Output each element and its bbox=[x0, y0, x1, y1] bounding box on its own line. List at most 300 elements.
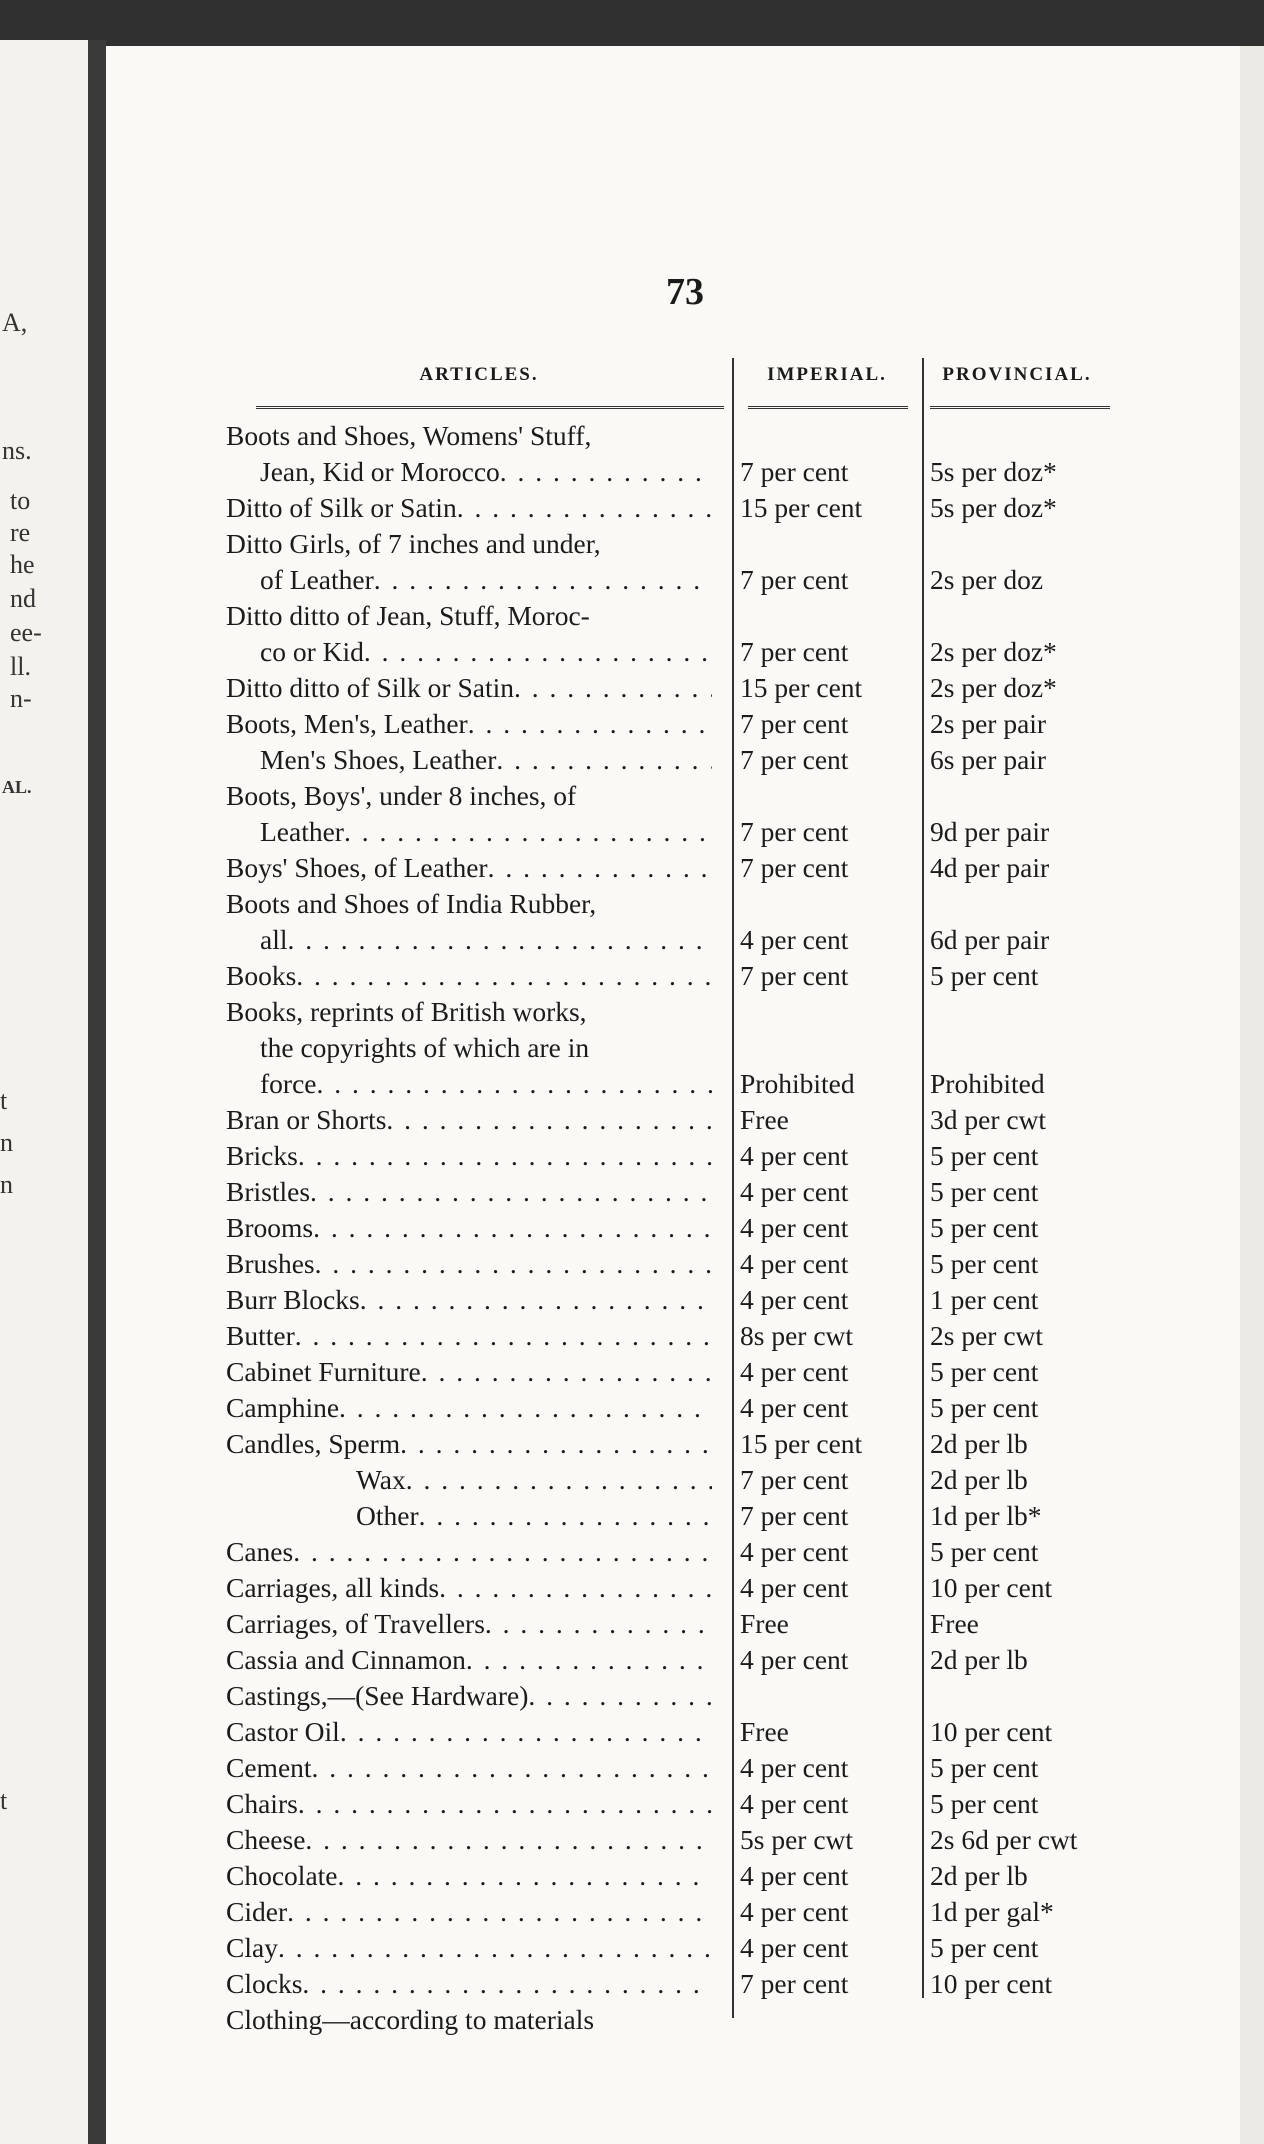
article-line bbox=[226, 1246, 712, 1282]
leader-dots bbox=[310, 1174, 712, 1210]
article-text: Camphine bbox=[226, 1392, 340, 1423]
facing-page-fragment: ll. bbox=[10, 652, 31, 681]
article-line bbox=[226, 886, 712, 922]
article-line bbox=[226, 418, 712, 454]
imperial-duty-cell: 4 per cent bbox=[740, 1896, 849, 1927]
article-cell bbox=[226, 670, 732, 706]
facing-page-fragment: re bbox=[10, 518, 31, 547]
article-line bbox=[226, 1318, 712, 1354]
article-line bbox=[226, 1642, 712, 1678]
leader-dots bbox=[340, 1714, 712, 1750]
article-cell bbox=[226, 958, 732, 994]
leader-dots bbox=[419, 1498, 712, 1534]
article-line bbox=[226, 778, 712, 814]
imperial-duty-cell: 4 per cent bbox=[740, 1356, 849, 1387]
article-text: Bran or Shorts bbox=[226, 1104, 387, 1135]
article-cell bbox=[226, 1354, 732, 1390]
article-text: Canes bbox=[226, 1536, 294, 1567]
article-text: Clothing—according to materials bbox=[226, 2004, 595, 2035]
table-row bbox=[226, 526, 1146, 598]
article-cell bbox=[226, 598, 732, 670]
imperial-duty-cell: 7 per cent bbox=[740, 852, 849, 883]
imperial-duty-cell: 15 per cent bbox=[740, 672, 863, 703]
imperial-duty-cell: 4 per cent bbox=[740, 1788, 849, 1819]
table-row bbox=[226, 1786, 1146, 1822]
article-text: Butter bbox=[226, 1320, 295, 1351]
article-cell bbox=[226, 1786, 732, 1822]
leader-dots bbox=[514, 670, 712, 706]
article-cell bbox=[226, 418, 732, 490]
table-row bbox=[226, 1462, 1146, 1498]
article-line bbox=[226, 670, 712, 706]
article-line bbox=[226, 1138, 712, 1174]
facing-page-fragment: t bbox=[0, 1786, 8, 1815]
table-row bbox=[226, 1930, 1146, 1966]
article-text: Boots and Shoes of India Rubber, bbox=[226, 888, 597, 919]
imperial-duty-cell: 4 per cent bbox=[740, 1536, 849, 1567]
leader-dots bbox=[421, 1354, 712, 1390]
article-line bbox=[226, 1930, 712, 1966]
article-cell bbox=[226, 1966, 732, 2002]
leader-dots bbox=[287, 1894, 712, 1930]
header-rule-articles bbox=[256, 406, 724, 409]
article-cell bbox=[226, 1534, 732, 1570]
article-text: Boots, Men's, Leather bbox=[226, 708, 468, 739]
imperial-duty-cell: Prohibited bbox=[740, 1068, 855, 1099]
tariff-table bbox=[226, 346, 1146, 2038]
article-line bbox=[226, 1858, 712, 1894]
provincial-duty-cell: 2d per lb bbox=[930, 1644, 1028, 1675]
table-row bbox=[226, 1642, 1146, 1678]
article-line bbox=[226, 1714, 712, 1750]
imperial-duty-cell: 4 per cent bbox=[740, 924, 849, 955]
article-line bbox=[226, 1030, 712, 1066]
article-line bbox=[226, 598, 712, 634]
facing-page-fragment: ee- bbox=[10, 618, 42, 647]
facing-page-fragment: A, bbox=[2, 308, 28, 337]
provincial-duty-cell: Free bbox=[930, 1608, 979, 1639]
leader-dots bbox=[360, 1282, 712, 1318]
provincial-duty-cell: 5 per cent bbox=[930, 1752, 1039, 1783]
table-row bbox=[226, 958, 1146, 994]
leader-dots bbox=[312, 1750, 712, 1786]
provincial-duty-cell: 5 per cent bbox=[930, 1140, 1039, 1171]
imperial-duty-cell: 4 per cent bbox=[740, 1392, 849, 1423]
header-articles: ARTICLES. bbox=[419, 364, 539, 385]
article-text: Castor Oil bbox=[226, 1716, 340, 1747]
article-cell bbox=[226, 490, 732, 526]
provincial-duty-cell: 10 per cent bbox=[930, 1968, 1053, 1999]
article-line bbox=[226, 1426, 712, 1462]
article-text: Jean, Kid or Morocco bbox=[260, 456, 500, 487]
table-row bbox=[226, 1678, 1146, 1714]
provincial-duty-cell: 4d per pair bbox=[930, 852, 1050, 883]
table-row bbox=[226, 1246, 1146, 1282]
facing-page-fragment: he bbox=[10, 550, 35, 579]
article-text: Ditto of Silk or Satin bbox=[226, 492, 457, 523]
provincial-duty-cell: 10 per cent bbox=[930, 1716, 1053, 1747]
leader-dots bbox=[386, 1102, 712, 1138]
table-row bbox=[226, 1210, 1146, 1246]
table-row bbox=[226, 1894, 1146, 1930]
article-cell bbox=[226, 1426, 732, 1462]
article-line bbox=[226, 1354, 712, 1390]
article-cell bbox=[226, 1174, 732, 1210]
imperial-duty-cell: 15 per cent bbox=[740, 492, 863, 523]
imperial-duty-cell: 7 per cent bbox=[740, 1464, 849, 1495]
provincial-duty-cell: 1d per gal* bbox=[930, 1896, 1054, 1927]
imperial-duty-cell: Free bbox=[740, 1716, 789, 1747]
leader-dots bbox=[439, 1570, 712, 1606]
article-cell bbox=[226, 706, 732, 742]
provincial-duty-cell: 2s per doz* bbox=[930, 636, 1057, 667]
provincial-duty-cell: 5 per cent bbox=[930, 1932, 1039, 1963]
table-row bbox=[226, 1138, 1146, 1174]
table-row bbox=[226, 1282, 1146, 1318]
article-text: of Leather bbox=[260, 564, 374, 595]
facing-page-fragment: AL. bbox=[2, 777, 32, 797]
provincial-duty-cell: Prohibited bbox=[930, 1068, 1045, 1099]
provincial-duty-cell: 5 per cent bbox=[930, 1212, 1039, 1243]
provincial-duty-cell: 5 per cent bbox=[930, 960, 1039, 991]
article-line bbox=[226, 1066, 712, 1102]
provincial-duty-cell: 5 per cent bbox=[930, 1356, 1039, 1387]
article-line bbox=[226, 1570, 712, 1606]
article-cell bbox=[226, 1858, 732, 1894]
facing-page-fragment: nd bbox=[10, 584, 36, 613]
article-line bbox=[226, 922, 712, 958]
leader-dots bbox=[400, 1426, 712, 1462]
article-line bbox=[226, 1786, 712, 1822]
leader-dots bbox=[344, 814, 712, 850]
imperial-duty-cell: 4 per cent bbox=[740, 1860, 849, 1891]
imperial-duty-cell: 4 per cent bbox=[740, 1140, 849, 1171]
article-text: Chocolate bbox=[226, 1860, 338, 1891]
imperial-duty-cell: 4 per cent bbox=[740, 1572, 849, 1603]
article-cell bbox=[226, 1498, 732, 1534]
article-cell bbox=[226, 886, 732, 958]
article-cell bbox=[226, 1678, 732, 1714]
article-cell bbox=[226, 1246, 732, 1282]
leader-dots bbox=[457, 490, 712, 526]
table-row bbox=[226, 1174, 1146, 1210]
leader-dots bbox=[316, 1066, 712, 1102]
provincial-duty-cell: 5 per cent bbox=[930, 1536, 1039, 1567]
imperial-duty-cell: 4 per cent bbox=[740, 1752, 849, 1783]
imperial-duty-cell: 7 per cent bbox=[740, 564, 849, 595]
provincial-duty-cell: 2s 6d per cwt bbox=[930, 1824, 1078, 1855]
facing-page-fragment: ns. bbox=[2, 436, 32, 465]
imperial-duty-cell: 8s per cwt bbox=[740, 1320, 854, 1351]
leader-dots bbox=[315, 1246, 712, 1282]
imperial-duty-cell: 15 per cent bbox=[740, 1428, 863, 1459]
leader-dots bbox=[298, 1786, 712, 1822]
provincial-duty-cell: 6d per pair bbox=[930, 924, 1050, 955]
imperial-duty-cell: 7 per cent bbox=[740, 1500, 849, 1531]
article-cell bbox=[226, 994, 732, 1102]
table-row bbox=[226, 1498, 1146, 1534]
article-line bbox=[226, 1498, 712, 1534]
article-line bbox=[226, 454, 712, 490]
table-row bbox=[226, 1570, 1146, 1606]
article-line bbox=[226, 706, 712, 742]
article-text: force bbox=[260, 1068, 317, 1099]
imperial-duty-cell: 4 per cent bbox=[740, 1932, 849, 1963]
leader-dots bbox=[296, 958, 712, 994]
imperial-duty-cell: 4 per cent bbox=[740, 1644, 849, 1675]
provincial-duty-cell: 2s per doz* bbox=[930, 672, 1057, 703]
imperial-duty-cell: 7 per cent bbox=[740, 816, 849, 847]
article-line bbox=[226, 490, 712, 526]
article-cell bbox=[226, 1318, 732, 1354]
article-text: co or Kid bbox=[260, 636, 364, 667]
article-line bbox=[226, 1822, 712, 1858]
article-cell bbox=[226, 1714, 732, 1750]
article-cell bbox=[226, 1642, 732, 1678]
provincial-duty-cell: 2d per lb bbox=[930, 1464, 1028, 1495]
article-text: Men's Shoes, Leather bbox=[260, 744, 497, 775]
leader-dots bbox=[496, 742, 712, 778]
article-cell bbox=[226, 850, 732, 886]
table-row bbox=[226, 1966, 1146, 2002]
article-line bbox=[226, 1210, 712, 1246]
imperial-duty-cell: 4 per cent bbox=[740, 1284, 849, 1315]
article-text: Ditto Girls, of 7 inches and under, bbox=[226, 528, 601, 559]
article-text: Carriages, all kinds bbox=[226, 1572, 440, 1603]
facing-page-fragment: t bbox=[0, 1086, 8, 1115]
leader-dots bbox=[468, 706, 712, 742]
article-text: Candles, Sperm bbox=[226, 1428, 401, 1459]
table-row bbox=[226, 1318, 1146, 1354]
leader-dots bbox=[488, 850, 712, 886]
facing-page-fragment: n- bbox=[10, 684, 32, 713]
article-line bbox=[226, 1678, 712, 1714]
article-cell bbox=[226, 526, 732, 598]
provincial-duty-cell: 1 per cent bbox=[930, 1284, 1039, 1315]
article-cell bbox=[226, 1606, 732, 1642]
table-row bbox=[226, 1822, 1146, 1858]
article-text: Wax bbox=[356, 1464, 406, 1495]
article-text: Boots, Boys', under 8 inches, of bbox=[226, 780, 577, 811]
imperial-duty-cell: 7 per cent bbox=[740, 1968, 849, 1999]
leader-dots bbox=[295, 1318, 712, 1354]
article-text: Cheese bbox=[226, 1824, 306, 1855]
scan-top-band bbox=[0, 0, 1264, 50]
article-cell bbox=[226, 2002, 732, 2038]
article-text: Clocks bbox=[226, 1968, 303, 1999]
table-row bbox=[226, 1534, 1146, 1570]
provincial-duty-cell: 5s per doz* bbox=[930, 492, 1057, 523]
article-text: all bbox=[260, 924, 288, 955]
article-text: Castings,—(See Hardware) bbox=[226, 1680, 529, 1711]
imperial-duty-cell: 4 per cent bbox=[740, 1176, 849, 1207]
article-text: Cassia and Cinnamon bbox=[226, 1644, 466, 1675]
imperial-duty-cell: 7 per cent bbox=[740, 456, 849, 487]
article-cell bbox=[226, 1822, 732, 1858]
article-line bbox=[226, 850, 712, 886]
table-row bbox=[226, 1426, 1146, 1462]
article-text: Cabinet Furniture bbox=[226, 1356, 421, 1387]
article-text: Carriages, of Travellers bbox=[226, 1608, 485, 1639]
article-text: Boots and Shoes, Womens' Stuff, bbox=[226, 420, 592, 451]
article-line bbox=[226, 1282, 712, 1318]
provincial-duty-cell: 2s per doz bbox=[930, 564, 1044, 595]
table-row bbox=[226, 2002, 1146, 2038]
provincial-duty-cell: 2d per lb bbox=[930, 1860, 1028, 1891]
article-line bbox=[226, 1102, 712, 1138]
article-line bbox=[226, 562, 712, 598]
leader-dots bbox=[528, 1678, 712, 1714]
column-rule-provincial bbox=[922, 358, 924, 1998]
table-body bbox=[226, 418, 1146, 2038]
table-row bbox=[226, 1390, 1146, 1426]
article-cell bbox=[226, 1894, 732, 1930]
facing-page-edge bbox=[0, 40, 100, 2144]
article-line bbox=[226, 742, 712, 778]
table-row bbox=[226, 1714, 1146, 1750]
imperial-duty-cell: 7 per cent bbox=[740, 960, 849, 991]
leader-dots bbox=[305, 1822, 712, 1858]
imperial-duty-cell: 7 per cent bbox=[740, 744, 849, 775]
leader-dots bbox=[313, 1210, 712, 1246]
provincial-duty-cell: 10 per cent bbox=[930, 1572, 1053, 1603]
header-rule-provincial bbox=[930, 406, 1110, 409]
article-line bbox=[226, 1966, 712, 2002]
book-gutter bbox=[88, 40, 106, 2144]
table-row bbox=[226, 778, 1146, 850]
article-text: Cider bbox=[226, 1896, 288, 1927]
leader-dots bbox=[374, 562, 712, 598]
article-cell bbox=[226, 1750, 732, 1786]
article-text: Other bbox=[356, 1500, 419, 1531]
article-cell bbox=[226, 1138, 732, 1174]
article-line bbox=[226, 634, 712, 670]
article-text: Books, reprints of British works, bbox=[226, 996, 587, 1027]
provincial-duty-cell: 3d per cwt bbox=[930, 1104, 1047, 1135]
leader-dots bbox=[406, 1462, 712, 1498]
article-text: Chairs bbox=[226, 1788, 298, 1819]
table-row bbox=[226, 598, 1146, 670]
table-row bbox=[226, 1354, 1146, 1390]
article-text: Brushes bbox=[226, 1248, 315, 1279]
provincial-duty-cell: 9d per pair bbox=[930, 816, 1050, 847]
provincial-duty-cell: 2s per pair bbox=[930, 708, 1047, 739]
article-text: Clay bbox=[226, 1932, 278, 1963]
facing-page-fragment: to bbox=[10, 486, 31, 515]
provincial-duty-cell: 5 per cent bbox=[930, 1392, 1039, 1423]
imperial-duty-cell: 7 per cent bbox=[740, 636, 849, 667]
article-line bbox=[226, 1606, 712, 1642]
leader-dots bbox=[339, 1390, 712, 1426]
article-text: Bricks bbox=[226, 1140, 298, 1171]
facing-page-fragment: n bbox=[0, 1128, 13, 1157]
article-text: Books bbox=[226, 960, 297, 991]
leader-dots bbox=[293, 1534, 712, 1570]
article-text: Cement bbox=[226, 1752, 312, 1783]
provincial-duty-cell: 5 per cent bbox=[930, 1788, 1039, 1819]
leader-dots bbox=[500, 454, 712, 490]
article-line bbox=[226, 2002, 712, 2038]
imperial-duty-cell: Free bbox=[740, 1608, 789, 1639]
provincial-duty-cell: 6s per pair bbox=[930, 744, 1047, 775]
leader-dots bbox=[485, 1606, 712, 1642]
imperial-duty-cell: 4 per cent bbox=[740, 1212, 849, 1243]
article-line bbox=[226, 1750, 712, 1786]
article-cell bbox=[226, 1282, 732, 1318]
article-text: Brooms bbox=[226, 1212, 314, 1243]
article-text: Leather bbox=[260, 816, 344, 847]
provincial-duty-cell: 2s per cwt bbox=[930, 1320, 1044, 1351]
table-row bbox=[226, 1858, 1146, 1894]
header-provincial: PROVINCIAL. bbox=[942, 364, 1092, 385]
article-text: Burr Blocks bbox=[226, 1284, 360, 1315]
article-line bbox=[226, 1462, 712, 1498]
table-row bbox=[226, 706, 1146, 742]
article-text: Ditto ditto of Jean, Stuff, Moroc- bbox=[226, 600, 590, 631]
table-row bbox=[226, 1750, 1146, 1786]
imperial-duty-cell: Free bbox=[740, 1104, 789, 1135]
imperial-duty-cell: 5s per cwt bbox=[740, 1824, 854, 1855]
table-row bbox=[226, 670, 1146, 706]
article-cell bbox=[226, 1210, 732, 1246]
table-row bbox=[226, 850, 1146, 886]
article-cell bbox=[226, 1462, 732, 1498]
imperial-duty-cell: 7 per cent bbox=[740, 708, 849, 739]
table-row bbox=[226, 742, 1146, 778]
article-cell bbox=[226, 1390, 732, 1426]
article-line bbox=[226, 958, 712, 994]
leader-dots bbox=[278, 1930, 712, 1966]
article-line bbox=[226, 994, 712, 1030]
article-cell bbox=[226, 1102, 732, 1138]
header-rule-imperial bbox=[748, 406, 908, 409]
page-right-edge bbox=[1240, 46, 1264, 2144]
page-number: 73 bbox=[666, 271, 704, 313]
facing-page-fragment: n bbox=[0, 1170, 13, 1199]
article-line bbox=[226, 814, 712, 850]
column-rule-imperial bbox=[732, 358, 734, 2018]
leader-dots bbox=[288, 922, 713, 958]
table-row bbox=[226, 418, 1146, 490]
article-text: Boys' Shoes, of Leather bbox=[226, 852, 488, 883]
provincial-duty-cell: 5s per doz* bbox=[930, 456, 1057, 487]
article-line bbox=[226, 1534, 712, 1570]
leader-dots bbox=[466, 1642, 712, 1678]
imperial-duty-cell: 4 per cent bbox=[740, 1248, 849, 1279]
table-row bbox=[226, 1102, 1146, 1138]
article-cell bbox=[226, 778, 732, 850]
article-line bbox=[226, 526, 712, 562]
table-header bbox=[226, 346, 1146, 418]
article-cell bbox=[226, 1930, 732, 1966]
leader-dots bbox=[338, 1858, 713, 1894]
article-line bbox=[226, 1894, 712, 1930]
table-row bbox=[226, 1606, 1146, 1642]
article-line bbox=[226, 1390, 712, 1426]
article-text: the copyrights of which are in bbox=[260, 1032, 590, 1063]
leader-dots bbox=[302, 1966, 712, 2002]
article-cell bbox=[226, 1570, 732, 1606]
leader-dots bbox=[364, 634, 712, 670]
provincial-duty-cell: 1d per lb* bbox=[930, 1500, 1042, 1531]
table-row bbox=[226, 490, 1146, 526]
book-page bbox=[106, 46, 1264, 2144]
table-row bbox=[226, 886, 1146, 958]
article-text: Ditto ditto of Silk or Satin bbox=[226, 672, 514, 703]
provincial-duty-cell: 5 per cent bbox=[930, 1248, 1039, 1279]
table-row bbox=[226, 994, 1146, 1102]
provincial-duty-cell: 5 per cent bbox=[930, 1176, 1039, 1207]
